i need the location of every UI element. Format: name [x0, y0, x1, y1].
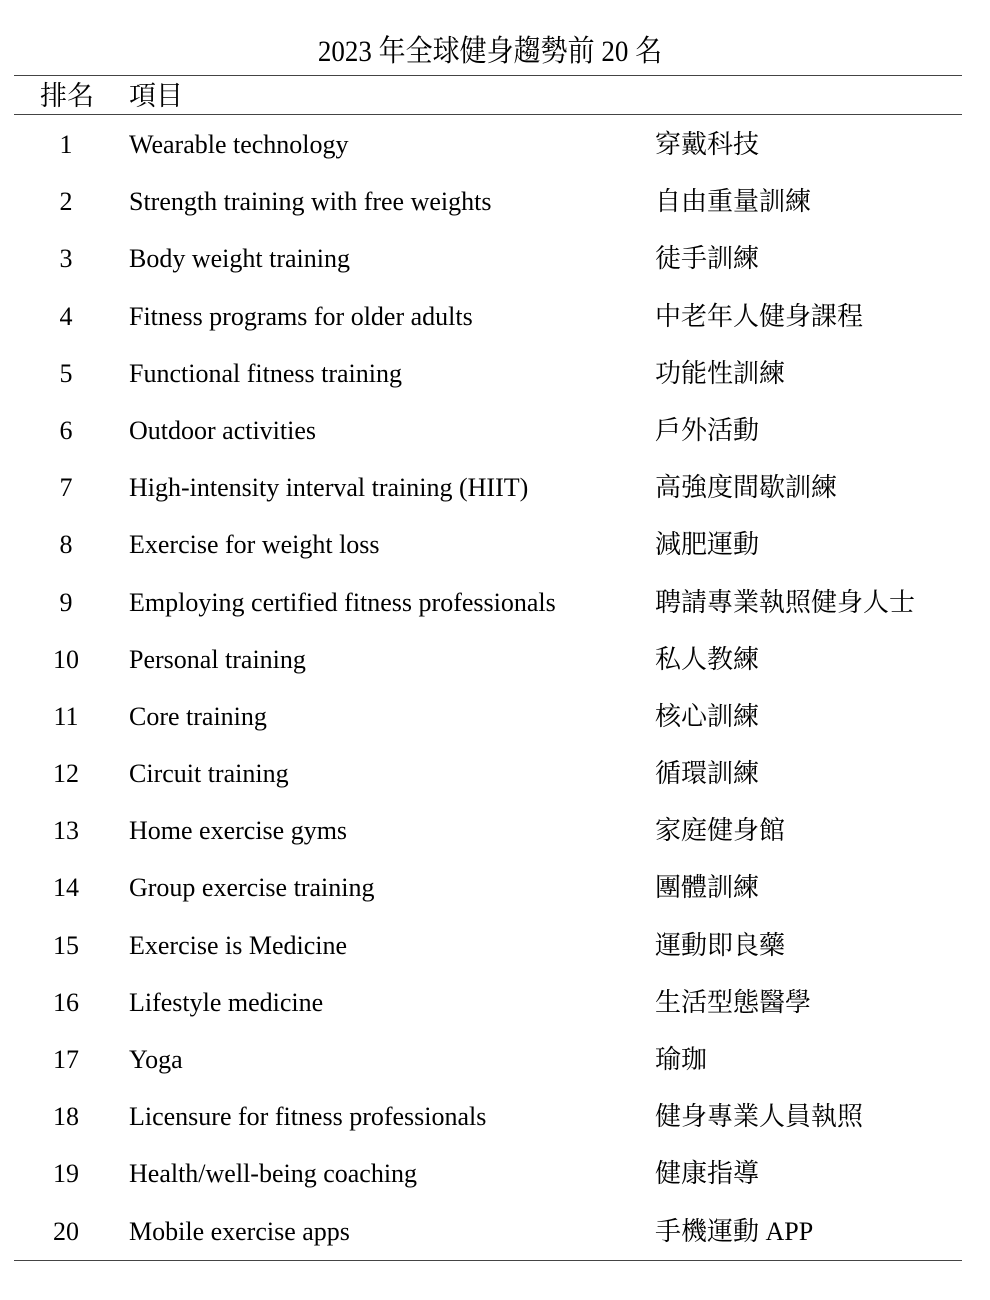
item-zh-cell: 徒手訓練: [655, 244, 760, 274]
item-en-cell: High-intensity interval training (HIIT): [129, 473, 529, 503]
item-zh-cell: 循環訓練: [655, 759, 760, 789]
item-en-cell: Fitness programs for older adults: [129, 301, 473, 331]
table-row: [0, 976, 990, 1033]
item-zh-cell: 私人教練: [655, 644, 760, 674]
table-row: [0, 461, 990, 518]
item-en-cell: Core training: [129, 701, 267, 731]
table-row: [0, 576, 990, 633]
table-row: [0, 232, 990, 289]
item-en-cell: Yoga: [129, 1045, 183, 1074]
item-en-cell: Functional fitness training: [129, 358, 402, 388]
item-en-cell: Licensure for fitness professionals: [129, 1102, 487, 1132]
rank-cell: 15: [53, 930, 79, 960]
header-item: 項目: [129, 81, 183, 111]
rank-cell: 12: [53, 759, 79, 789]
rank-cell: 16: [53, 987, 79, 1017]
table-row: [0, 804, 990, 861]
item-en-cell: Health/well-being coaching: [129, 1159, 418, 1189]
table-row: [0, 1205, 990, 1262]
item-en-cell: Body weight training: [129, 244, 350, 274]
item-en-cell: Exercise for weight loss: [129, 530, 380, 560]
table-row: [0, 1090, 990, 1147]
item-zh-cell: 家庭健身館: [655, 816, 786, 846]
item-en-cell: Exercise is Medicine: [129, 930, 348, 960]
table-row: [0, 175, 990, 232]
table-row: [0, 861, 990, 918]
item-en-cell: Wearable technology: [129, 130, 349, 159]
rank-cell: 8: [59, 530, 73, 560]
table-row: [0, 347, 990, 404]
item-en-cell: Outdoor activities: [129, 415, 317, 445]
header-rank: 排名: [40, 81, 94, 111]
item-en-cell: Lifestyle medicine: [129, 987, 324, 1017]
item-en-cell: Home exercise gyms: [129, 816, 348, 846]
rank-cell: 3: [59, 244, 73, 274]
rank-cell: 10: [53, 644, 79, 674]
item-zh-cell: 手機運動 APP: [655, 1216, 814, 1246]
item-zh-cell: 功能性訓練: [655, 358, 786, 388]
item-zh-cell: 運動即良藥: [655, 930, 786, 960]
rank-cell: 5: [59, 358, 73, 388]
item-zh-cell: 自由重量訓練: [655, 187, 812, 217]
rank-cell: 6: [59, 415, 73, 445]
item-zh-cell: 高強度間歇訓練: [655, 473, 838, 503]
table-row: [0, 118, 990, 175]
item-zh-cell: 團體訓練: [655, 873, 760, 903]
rank-cell: 19: [53, 1159, 79, 1189]
item-en-cell: Group exercise training: [129, 873, 375, 903]
rank-cell: 4: [59, 301, 73, 331]
item-zh-cell: 減肥運動: [655, 530, 760, 560]
table-row: [0, 290, 990, 347]
item-en-cell: Circuit training: [129, 759, 289, 789]
rank-cell: 7: [59, 473, 73, 503]
item-zh-cell: 穿戴科技: [655, 130, 760, 159]
table-row: [0, 747, 990, 804]
table-row: [0, 404, 990, 461]
top-rule: [14, 75, 962, 76]
table-row: [0, 690, 990, 747]
item-zh-cell: 健身專業人員執照: [655, 1102, 864, 1132]
item-en-cell: Personal training: [129, 644, 306, 674]
item-zh-cell: 健康指導: [655, 1159, 760, 1189]
item-zh-cell: 戶外活動: [655, 415, 760, 445]
bottom-rule: [14, 1260, 962, 1261]
rank-cell: 17: [53, 1045, 79, 1074]
table-row: [0, 633, 990, 690]
rank-cell: 18: [53, 1102, 79, 1132]
rank-cell: 9: [59, 587, 73, 617]
item-en-cell: Strength training with free weights: [129, 187, 492, 217]
item-en-cell: Employing certified fitness professionals: [129, 587, 556, 617]
table-row: [0, 518, 990, 575]
rank-cell: 20: [53, 1216, 79, 1246]
item-zh-cell: 核心訓練: [655, 701, 760, 731]
item-en-cell: Mobile exercise apps: [129, 1216, 350, 1246]
table-row: [0, 1147, 990, 1204]
item-zh-cell: 生活型態醫學: [655, 987, 812, 1017]
table-title: 2023 年全球健身趨勢前 20 名: [317, 35, 663, 68]
item-zh-cell: 聘請專業執照健身人士: [655, 587, 916, 617]
table-body: [0, 118, 990, 1262]
rank-cell: 13: [53, 816, 79, 846]
item-zh-cell: 瑜珈: [655, 1045, 708, 1074]
item-zh-cell: 中老年人健身課程: [655, 301, 864, 331]
rank-cell: 2: [59, 187, 73, 217]
header-rule: [14, 114, 962, 115]
table-row: [0, 919, 990, 976]
rank-cell: 1: [59, 130, 73, 159]
table-row: [0, 1033, 990, 1090]
rank-cell: 14: [53, 873, 79, 903]
rank-cell: 11: [53, 701, 79, 731]
